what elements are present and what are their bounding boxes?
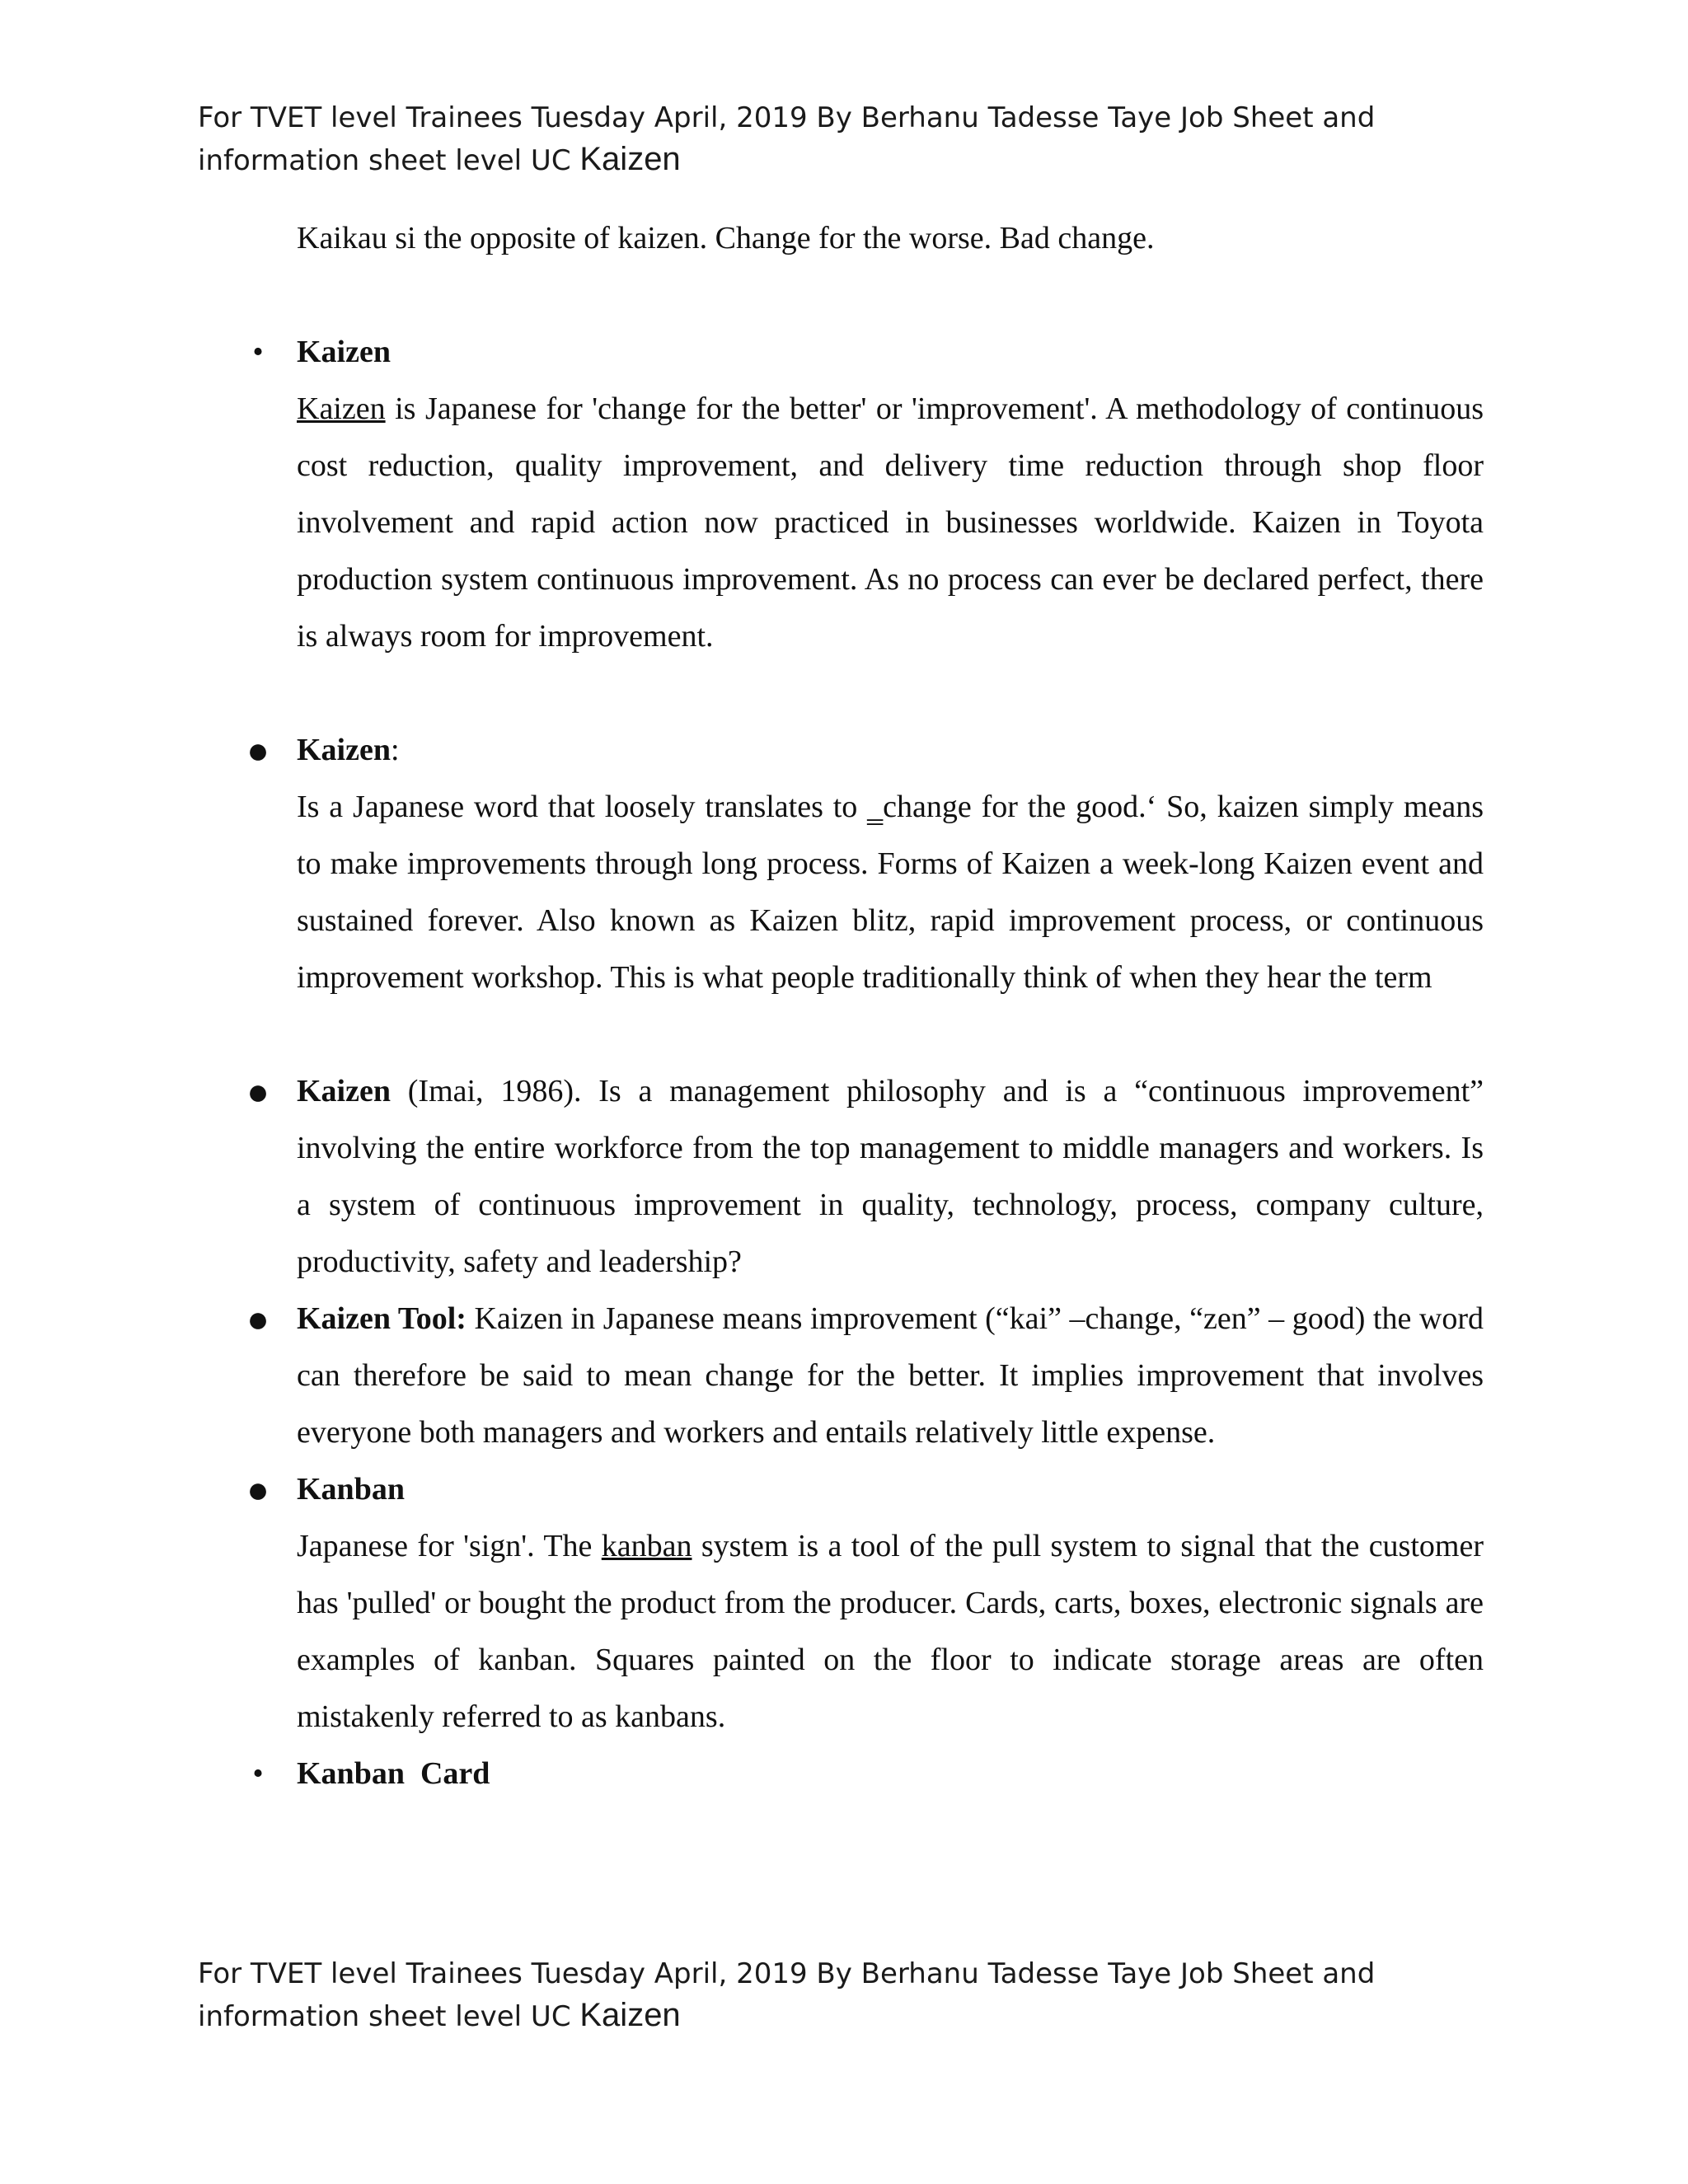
list-item-kaizen-translation [246,722,1484,1006]
entry-text [297,381,1484,665]
page-header [198,97,1599,181]
intro-paragraph: Kaikau si the opposite of kaizen. Change for the worse. Bad change. [297,221,1155,255]
bullet-marker: • [252,335,264,369]
entry-term: Kaizen [297,733,391,767]
bullet-marker: ● [246,729,270,771]
entry-term-suffix: : [390,733,400,767]
entry-term: Kanban [297,1472,405,1507]
entry-term: Kaizen Tool: [297,1301,467,1336]
entry-term: Kanban Card [297,1756,490,1791]
bullet-marker: • [252,1756,264,1791]
entry-body: is Japanese for 'change for the better' or 'improvement'. A methodology of continuous cost reduction, quality improvement, and delivery time reduction through shop floor involvement and rapid action now practiced in businesses worldwide. Kaizen in Toyota production system continuous improvement. As no process can ever be declared perfect, there is always room for improvement. [297,391,1484,654]
entry-body-start: Japanese for 'sign'. The [297,1529,602,1563]
footer-line-1: For TVET level Trainees Tuesday April, 2019 By Berhanu Tadesse Taye Job Sheet and [198,1957,1376,1990]
entry-body: Kaizen in Japanese means improvement (“kai” –change, “zen” – good) the word can therefore be said to mean change for the better. It implies improvement that involves everyone both managers and workers and entails relatively little expense. [297,1301,1484,1450]
list-item-kaizen-definition [252,324,1484,665]
bullet-marker: ● [246,1469,270,1511]
bullet-marker: ● [246,1298,270,1340]
entry-body-end: system is a tool of the pull system to signal that the customer has 'pulled' or bought the product from the producer. Cards, carts, boxes, electronic signals are examples of kanban. Squares painted on the floor to indicate storage areas are often mistakenly referred to as kanbans. [297,1529,1484,1734]
underlined-term: kanban [601,1529,692,1563]
footer-line-2 [198,1994,1599,2037]
list-item-kanban [246,1461,1484,1746]
underlined-term: Kaizen [297,391,386,426]
entry-term: Kaizen [297,1074,391,1108]
entry-body: Is a Japanese word that loosely translates to ‗change for the good.‘ So, kaizen simply means to make improvements through long process. Forms of Kaizen a week-long Kaizen event and sustained forever. Also known as Kaizen blitz, rapid improvement process, or continuous improvement workshop. This is what people traditionally think of when they hear the term [297,790,1484,995]
header-line-2 [198,138,1599,181]
page-footer [198,1953,1599,2037]
footer-uc-title: Kaizen [579,1997,681,2033]
list-item-kanban-card [252,1746,1484,1802]
header-line-2-text: information sheet level UC [198,144,580,177]
list-item-kaizen-imai [246,1063,1484,1291]
header-uc-title: Kaizen [579,141,681,177]
header-line-1: For TVET level Trainees Tuesday April, 2019 By Berhanu Tadesse Taye Job Sheet and [198,101,1376,134]
entry-text [297,1518,1484,1746]
entry-body: (Imai, 1986). Is a management philosophy and is a “continuous improvement” involving the entire workforce from the top management to middle managers and workers. Is a system of continuous improvement in quality, technology, process, company culture, productivity, safety and leadership? [297,1074,1484,1279]
bullet-marker: ● [246,1071,270,1113]
entry-term: Kaizen [297,335,391,369]
document-body [246,210,1484,1802]
footer-line-2-text: information sheet level UC [198,2000,580,2033]
list-item-kaizen-tool [246,1291,1484,1461]
